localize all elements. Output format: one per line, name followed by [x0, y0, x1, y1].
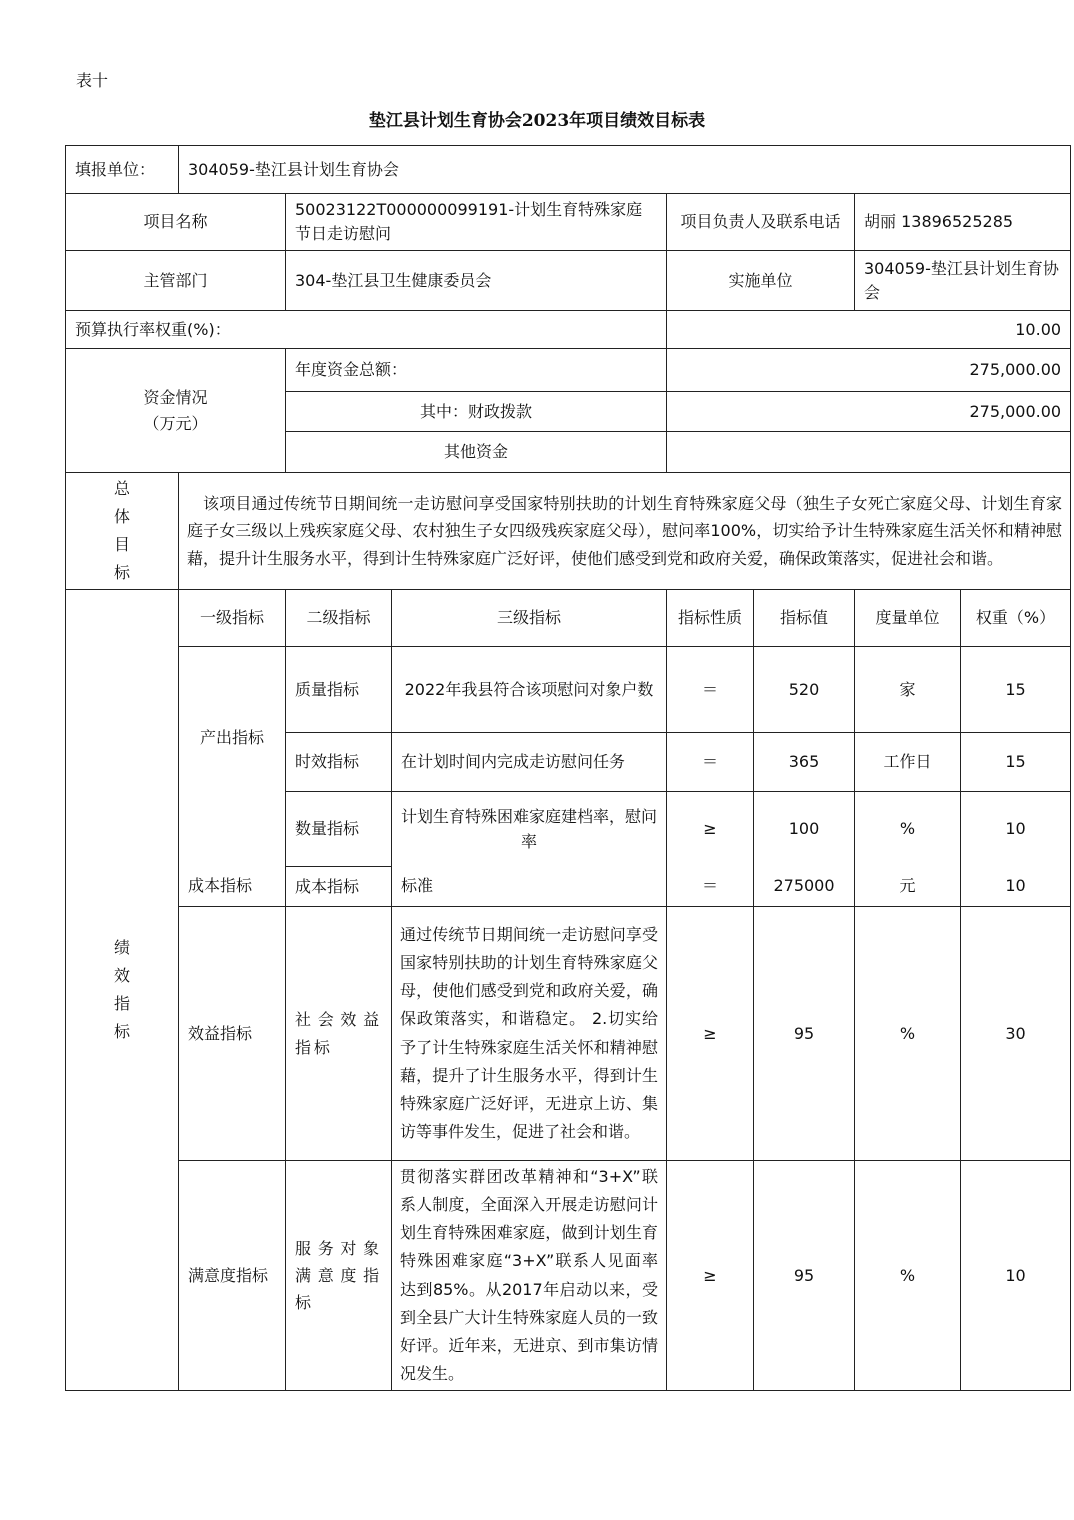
header-level2: 二级指标 [286, 590, 392, 647]
row-level2: 成本指标 [286, 867, 392, 907]
row-level3: 标准 [392, 867, 667, 907]
fiscal-allocation-value: 275,000.00 [667, 392, 1071, 432]
project-contact-label: 项目负责人及联系电话 [667, 194, 855, 251]
overall-goal-char: 体 [113, 507, 130, 526]
row-unit: % [855, 907, 961, 1161]
document-title: 垫江县计划生育协会2023年项目绩效目标表 [368, 111, 706, 131]
overall-goal-label [66, 473, 179, 590]
budget-weight-value: 10.00 [667, 311, 1071, 349]
row-level2: 质量指标 [286, 647, 392, 733]
row-value: 95 [754, 907, 855, 1161]
row-nature: ＝ [667, 733, 754, 792]
row-level2: 服务对象满意度指标 [286, 1161, 392, 1391]
header-weight: 权重（%） [961, 590, 1071, 647]
annual-total-value: 275,000.00 [667, 349, 1071, 392]
annual-total-label: 年度资金总额： [286, 349, 667, 392]
row-nature: ≥ [667, 907, 754, 1161]
funds-label [66, 349, 286, 473]
header-nature: 指标性质 [667, 590, 754, 647]
row-weight: 30 [961, 907, 1071, 1161]
row-nature: ＝ [667, 647, 754, 733]
table-row [66, 867, 1071, 907]
row-level3: 2022年我县符合该项慰问对象户数 [392, 647, 667, 733]
indicators-char: 标 [113, 1022, 130, 1042]
row-level3: 贯彻落实群团改革精神和“3+X”联系人制度，全面深入开展走访慰问计划生育特殊困难家庭，做到计划生育特殊困难家庭“3+X”联系人见面率达到85%。从2017年启动以来，受到全县广大计生特殊家庭人员的一致好评。近年来，无进京、到市集访情况发生。 [392, 1161, 667, 1391]
row-value: 520 [754, 647, 855, 733]
implementing-unit-label: 实施单位 [667, 251, 855, 311]
row-level2: 社会效益指标 [286, 907, 392, 1161]
indicators-char: 绩 [113, 938, 130, 958]
other-funds-value [667, 432, 1071, 473]
header-level1: 一级指标 [179, 590, 286, 647]
row-value: 100 [754, 792, 855, 867]
indicators-char: 指 [113, 994, 130, 1014]
row-level2: 时效指标 [286, 733, 392, 792]
budget-weight-label: 预算执行率权重(%)： [66, 311, 667, 349]
reporting-unit-label: 填报单位： [66, 146, 179, 194]
table-row [66, 1161, 1071, 1391]
table-row [66, 907, 1071, 1161]
header-value: 指标值 [754, 590, 855, 647]
output-indicator-label: 产出指标 [179, 647, 286, 867]
project-contact-value: 胡丽 13896525285 [855, 194, 1071, 251]
other-funds-label: 其他资金 [286, 432, 667, 473]
header-level3: 三级指标 [392, 590, 667, 647]
row-unit: 工作日 [855, 733, 961, 792]
row-weight: 10 [961, 867, 1071, 907]
overall-goal-char: 目 [113, 535, 130, 554]
row-weight: 10 [961, 1161, 1071, 1391]
row-unit: 家 [855, 647, 961, 733]
header-unit: 度量单位 [855, 590, 961, 647]
row-unit: 元 [855, 867, 961, 907]
row-value: 95 [754, 1161, 855, 1391]
table-row [66, 647, 1071, 733]
row-nature: ≥ [667, 1161, 754, 1391]
overall-goal-char: 标 [113, 563, 130, 582]
implementing-unit-value: 304059-垫江县计划生育协会 [855, 251, 1071, 311]
overall-goal-text: 该项目通过传统节日期间统一走访慰问享受国家特别扶助的计划生育特殊家庭父母（独生子女死亡家庭父母、计划生育家庭子女三级以上残疾家庭父母、农村独生子女四级残疾家庭父母），慰问率100%，切实给予计生特殊家庭生活关怀和精神慰藉，提升计生服务水平，得到计生特殊家庭广泛好评，使他们感受到党和政府关爱，确保政策落实，促进社会和谐。 [179, 473, 1071, 590]
row-level3: 计划生育特殊困难家庭建档率，慰问率 [392, 792, 667, 867]
page-label: 表十 [76, 71, 109, 90]
fiscal-allocation-label: 其中：财政拨款 [286, 392, 667, 432]
row-unit: % [855, 792, 961, 867]
row-value: 275000 [754, 867, 855, 907]
row-level1: 成本指标 [179, 867, 286, 907]
row-value: 365 [754, 733, 855, 792]
row-weight: 15 [961, 733, 1071, 792]
row-level1: 满意度指标 [179, 1161, 286, 1391]
row-level3: 在计划时间内完成走访慰问任务 [392, 733, 667, 792]
row-level1: 效益指标 [179, 907, 286, 1161]
row-unit: % [855, 1161, 961, 1391]
indicators-char: 效 [113, 966, 130, 986]
project-name-value: 50023122T000000099191-计划生育特殊家庭节日走访慰问 [286, 194, 667, 251]
performance-indicators-label [66, 590, 179, 1391]
funds-label-line2: （万元） [143, 413, 208, 433]
department-value: 304-垫江县卫生健康委员会 [286, 251, 667, 311]
row-level3: 通过传统节日期间统一走访慰问享受国家特别扶助的计划生育特殊家庭父母，使他们感受到党和政府关爱，确保政策落实，和谐稳定。 2.切实给予了计生特殊家庭生活关怀和精神慰藉，提升了计生服务水平，得到计生特殊家庭广泛好评，无进京上访、集访等事件发生，促进了社会和谐。 [392, 907, 667, 1161]
row-nature: ≥ [667, 792, 754, 867]
department-label: 主管部门 [66, 251, 286, 311]
performance-target-table [65, 145, 1071, 1391]
row-weight: 15 [961, 647, 1071, 733]
overall-goal-char: 总 [113, 479, 130, 498]
row-level2: 数量指标 [286, 792, 392, 867]
row-weight: 10 [961, 792, 1071, 867]
project-name-label: 项目名称 [66, 194, 286, 251]
funds-label-line1: 资金情况 [143, 387, 208, 407]
reporting-unit-value: 304059-垫江县计划生育协会 [179, 146, 1071, 194]
row-nature: ＝ [667, 867, 754, 907]
